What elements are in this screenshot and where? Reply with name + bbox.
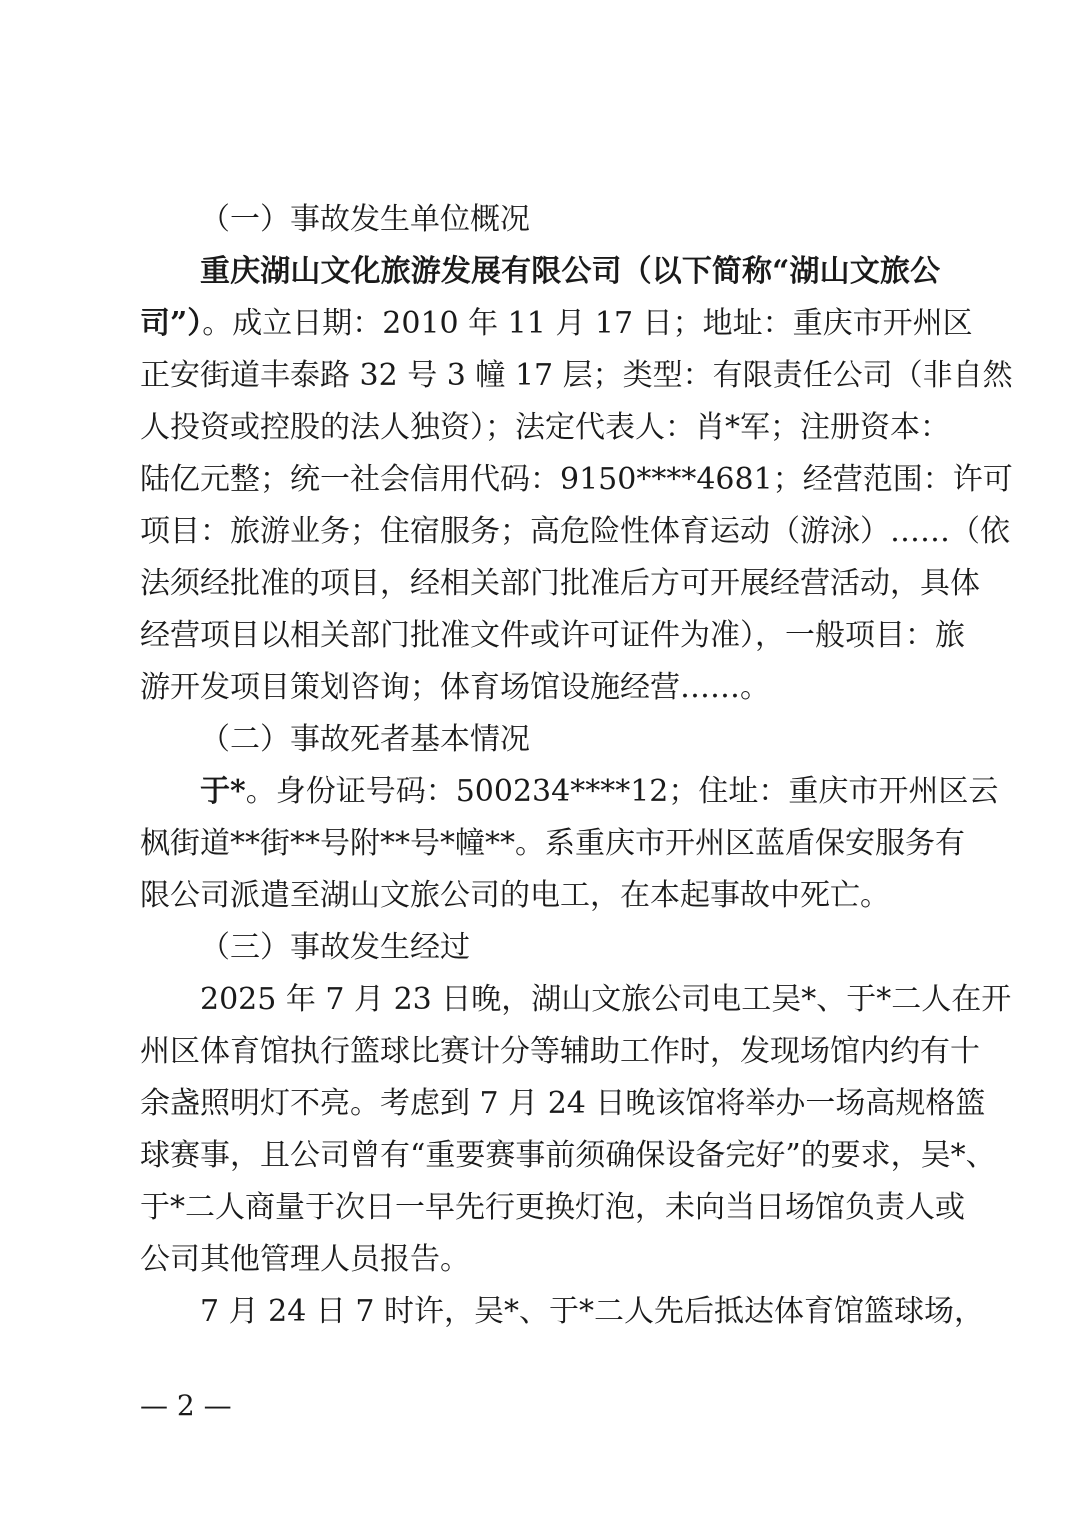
paragraph-line: 于*二人商量于次日一早先行更换灯泡，未向当日场馆负责人或 [140, 1190, 965, 1225]
paragraph-line: 陆亿元整；统一社会信用代码：9150****4681；经营范围：许可 [140, 462, 1013, 497]
paragraph-line: 限公司派遣至湖山文旅公司的电工，在本起事故中死亡。 [140, 878, 890, 913]
paragraph-line: 项目：旅游业务；住宿服务；高危险性体育运动（游泳）……（依 [140, 514, 1010, 549]
paragraph-line: 经营项目以相关部门批准文件或许可证件为准），一般项目：旅 [140, 618, 965, 653]
paragraph-text: 。成立日期：2010 年 11 月 17 日；地址：重庆市开州区 [202, 306, 973, 341]
paragraph-line: 正安街道丰泰路 32 号 3 幢 17 层；类型：有限责任公司（非自然 [140, 358, 1013, 393]
paragraph-line: 球赛事，且公司曾有“重要赛事前须确保设备完好”的要求，吴*、 [140, 1138, 996, 1173]
company-short-name-close: 司”） [140, 306, 203, 341]
section-heading-3: （三）事故发生经过 [200, 930, 470, 965]
paragraph-line: 7 月 24 日 7 时许，吴*、于*二人先后抵达体育馆篮球场， [200, 1294, 985, 1329]
deceased-name: 于* [200, 774, 246, 809]
page-number: — 2 — [140, 1389, 232, 1422]
paragraph-text: 。身份证号码：500234****12；住址：重庆市开州区云 [245, 774, 999, 809]
section-heading-2: （二）事故死者基本情况 [200, 722, 530, 757]
paragraph-line: 重庆湖山文化旅游发展有限公司（以下简称“湖山文旅公 [200, 254, 940, 289]
section-heading-1: （一）事故发生单位概况 [200, 202, 530, 237]
paragraph-line: 公司其他管理人员报告。 [140, 1242, 470, 1277]
paragraph-line: 余盏照明灯不亮。考虑到 7 月 24 日晚该馆将举办一场高规格篮 [140, 1086, 986, 1121]
paragraph-line: 2025 年 7 月 23 日晚，湖山文旅公司电工吴*、于*二人在开 [200, 982, 1012, 1017]
paragraph-line: 游开发项目策划咨询；体育场馆设施经营……。 [140, 670, 770, 705]
paragraph-line: 州区体育馆执行篮球比赛计分等辅助工作时，发现场馆内约有十 [140, 1034, 980, 1069]
paragraph-line [200, 772, 999, 812]
paragraph-line: 法须经批准的项目，经相关部门批准后方可开展经营活动，具体 [140, 566, 980, 601]
paragraph-line: 人投资或控股的法人独资）；法定代表人：肖*军；注册资本： [140, 410, 950, 445]
paragraph-line: 枫街道**街**号附**号*幢**。系重庆市开州区蓝盾保安服务有 [140, 826, 965, 861]
paragraph-line [140, 304, 973, 344]
